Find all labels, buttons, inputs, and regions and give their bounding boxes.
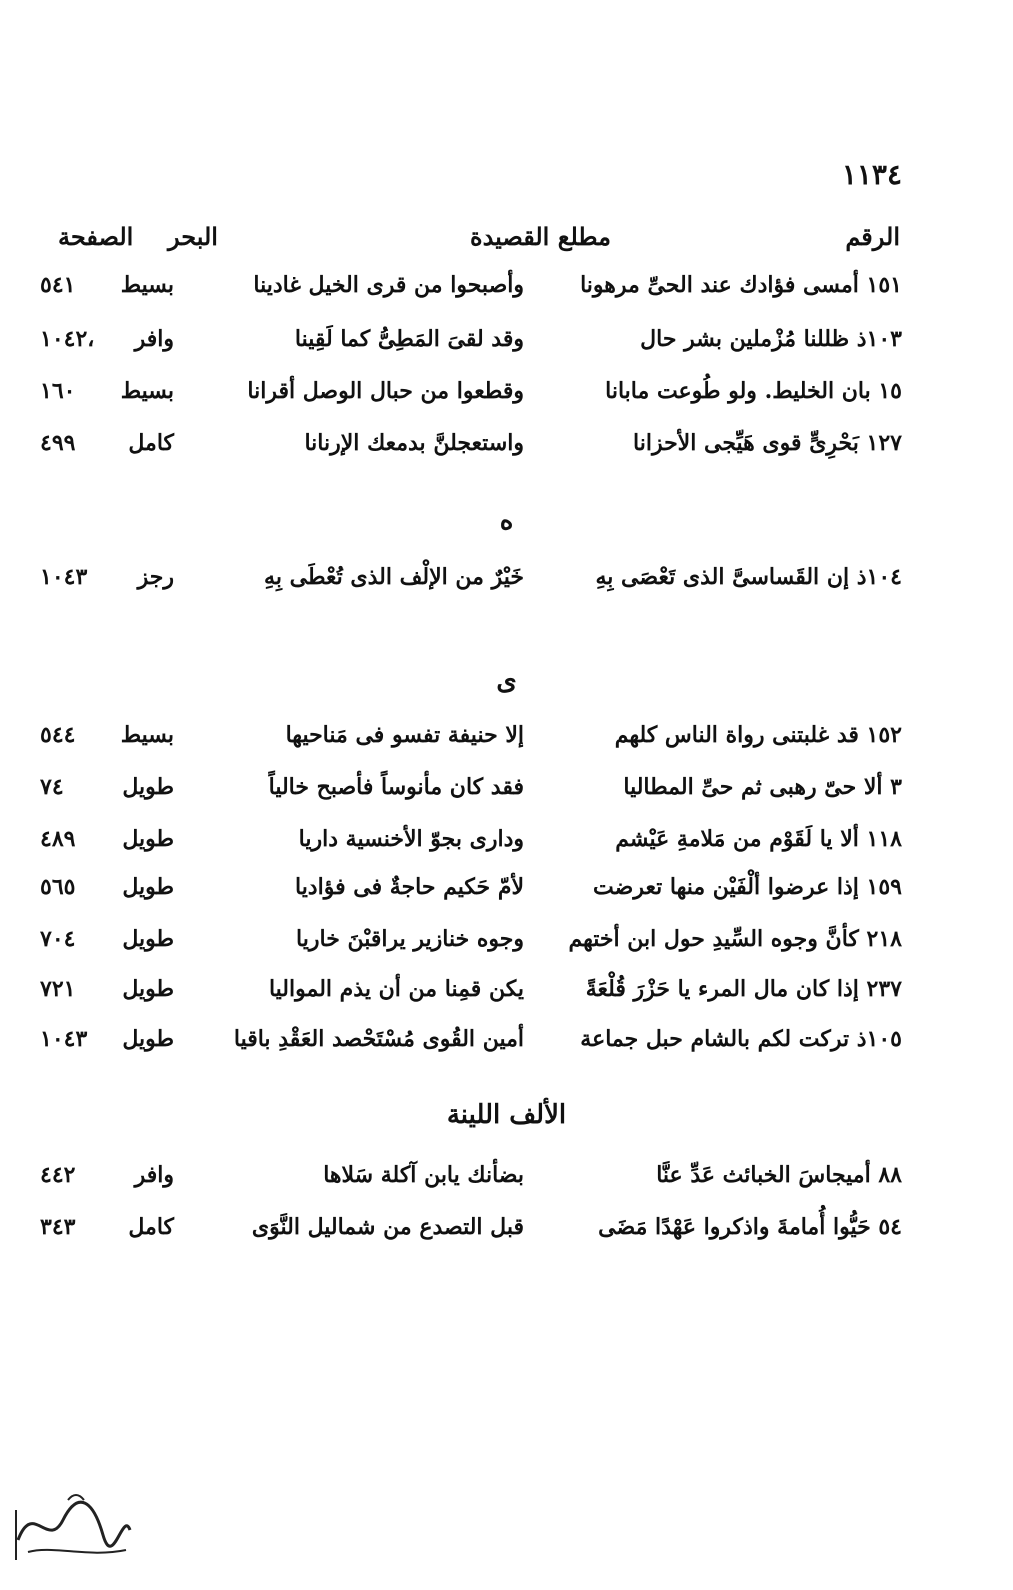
meter: طويل [122,774,174,800]
table-row [40,1026,902,1070]
table-row [40,326,902,370]
page-ref: ١٦٠ [40,378,76,404]
verse-second-half: فقد كان مأنوساً فأصبح خالياً [268,774,524,800]
page-ref: ٤٩٩ [40,430,76,456]
table-row [40,1162,902,1206]
page-ref: ٧٠٤ [40,926,76,952]
meter: رجز [137,564,174,590]
verse-first-half: ٢٣٧ إذا كان مال المرء يا حَزْرَ قُلْعَةً [585,976,902,1002]
verse-first-half: ١٥١ أمسى فؤادك عند الحىِّ مرهونا [580,272,902,298]
meter: طويل [122,926,174,952]
verse-second-half: وقد لقىَ المَطِىُّ كما لَقِينا [294,326,524,352]
verse-second-half: قبل التصدع من شماليل النَّوَى [251,1214,524,1240]
page-ref: ٤٤٢ [40,1162,76,1188]
header-bahr: البحر [168,222,218,251]
table-header [40,222,900,262]
table-row [40,774,902,818]
table-row [40,272,902,316]
verse-first-half: ١٥٢ قد غلبتنى رواة الناس كلهم [614,722,902,748]
verse-first-half: ١٠٥ذ تركت لكم بالشام حبل جماعة [580,1026,902,1052]
table-row [40,564,902,608]
verse-first-half: ١٥٩ إذا عرضوا ألْفَيْن منها تعرضت [593,874,902,900]
meter: بسيط [120,272,174,298]
verse-first-half: ٨٨ أميجاسَ الخبائث عَدِّ عنَّا [656,1162,902,1188]
verse-first-half: ١٠٤ذ إن القَساسىَّ الذى تَعْصَى بِهِ [595,564,902,590]
verse-first-half: ١٢٧ بَحْرِىٍّ قوى هَيِّجى الأحزانا [633,430,902,456]
verse-second-half: وقطعوا من حبال الوصل أقرانا [247,378,524,404]
verse-first-half: ٣ ألا حىّ رهبى ثم حىِّ المطاليا [623,774,902,800]
verse-second-half: يكن قمِنا من أن يذم المواليا [268,976,524,1002]
section-title-alif: الألف اللينة [446,1100,567,1130]
page-ref: ٥٤٤ [40,722,76,748]
page-ref: ١٠٤٣ [40,564,88,590]
meter: وافر [134,1162,174,1188]
section-letter-ha: ه [499,506,514,536]
verse-first-half: ٥٤ حَيُّوا أُمامةَ واذكروا عَهْدًا مَضَى [598,1214,902,1240]
verse-second-half: لأمّ حَكيم حاجةٌ فى فؤاديا [294,874,524,900]
header-page: الصفحة [58,222,134,251]
verse-second-half: خَيْرٌ من الإلْف الذى تُعْطَى بِهِ [264,564,524,590]
verse-second-half: أمين القُوى مُسْتَحْصد العَقْدِ باقيا [233,1026,524,1052]
meter: طويل [122,1026,174,1052]
table-row [40,378,902,422]
meter: طويل [122,874,174,900]
meter: كامل [128,430,174,456]
table-row [40,722,902,766]
verse-second-half: وجوه خنازير يراقبْنَ خاريا [296,926,524,952]
verse-first-half: ١٥ بان الخليط. ولو طُوعت مابانا [605,378,902,404]
page-ref: ٣٤٣ [40,1214,76,1240]
meter: وافر [134,326,174,352]
page-ref: ١٠٤٢، [40,326,95,352]
table-row [40,430,902,474]
table-row [40,874,902,918]
page-ref: ٥٤١ [40,272,76,298]
meter: كامل [128,1214,174,1240]
table-row [40,926,902,970]
page-number: ١١٣٤ [841,158,902,191]
section-letter-ya: ى [496,666,517,696]
verse-first-half: ١١٨ ألا يا لَقَوْم من مَلامةِ عَيْشم [615,826,902,852]
page-ref: ٧٢١ [40,976,76,1002]
verse-first-half: ٢١٨ كأنَّ وجوه السِّيدِ حول ابن أختهم [568,926,902,952]
table-row [40,976,902,1020]
verse-second-half: ودارى بجوّ الأخنسية داريا [298,826,524,852]
meter: بسيط [120,378,174,404]
page-ref: ٥٦٥ [40,874,76,900]
meter: طويل [122,826,174,852]
header-matla: مطلع القصيدة [470,222,611,251]
verse-first-half: ١٠٣ذ ظللنا مُزْملين بشر حال [640,326,902,352]
table-row [40,1214,902,1258]
meter: بسيط [120,722,174,748]
verse-second-half: وأصبحوا من قرى الخيل غادينا [253,272,524,298]
meter: طويل [122,976,174,1002]
page-ref: ١٠٤٣ [40,1026,88,1052]
header-number: الرقم [845,222,900,251]
verse-second-half: بضأنك يابن آكلة سَلاها [323,1162,524,1188]
page-ref: ٤٨٩ [40,826,76,852]
verse-second-half: إلا حنيفة تفسو فى مَناحيها [285,722,524,748]
library-stamp-logo [8,1480,138,1570]
table-row [40,826,902,870]
verse-second-half: واستعجلنَّ بدمعك الإرنانا [304,430,524,456]
page-ref: ٧٤ [40,774,64,800]
